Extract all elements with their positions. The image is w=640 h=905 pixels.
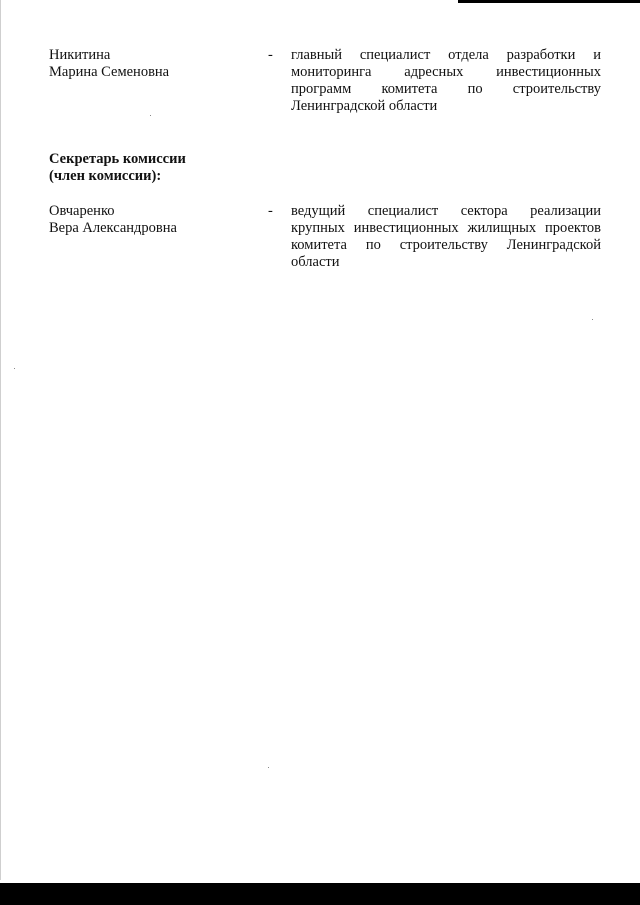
scan-speck [268,767,269,768]
secretary-heading [49,151,186,185]
role-line: главный специалист отдела разработки и [291,47,601,63]
scan-top-mark [458,0,640,3]
secretary-heading-line: (член комиссии): [49,168,162,184]
role-line: комитета по строительству Ленинградской [291,237,601,253]
member-given-names: Марина Семеновна [49,64,170,80]
role-line: программ комитета по строительству [291,81,601,97]
member-role [291,47,601,115]
role-line: мониторинга адресных инвестиционных [291,64,601,80]
scan-speck [14,368,15,369]
secretary-name [49,203,249,237]
scan-speck [150,115,151,116]
member-name [49,47,249,81]
role-line: ведущий специалист сектора реализации [291,203,601,219]
role-line: Ленинградской области [291,98,438,114]
secretary-surname: Овчаренко [49,203,115,219]
role-line: области [291,254,340,270]
scan-left-edge [0,0,1,880]
secretary-role [291,203,601,271]
scan-speck [592,319,593,320]
secretary-heading-line: Секретарь комиссии [49,151,186,167]
role-line: крупных инвестиционных жилищных проектов [291,220,601,236]
member-surname: Никитина [49,47,111,63]
secretary-given-names: Вера Александровна [49,220,177,236]
scan-bottom-band [0,883,640,905]
member-dash: - [268,47,273,63]
secretary-dash: - [268,203,273,219]
